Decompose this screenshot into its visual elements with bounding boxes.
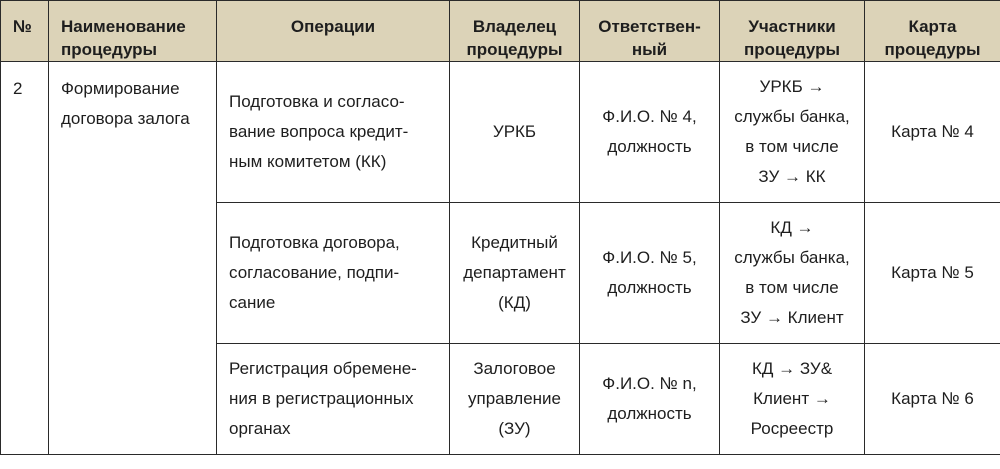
map-cell: Карта № 4 xyxy=(865,62,1000,203)
header-responsible: Ответствен-ный xyxy=(580,1,720,62)
operation-cell: Регистрация обремене- ния в регистрационных органах xyxy=(217,344,450,455)
responsible-cell: Ф.И.О. № 5, должность xyxy=(580,203,720,344)
operation-cell: Подготовка и согласо- вание вопроса кредит- ным комитетом (КК) xyxy=(217,62,450,203)
header-participants: Участники процедуры xyxy=(720,1,865,62)
participants-cell: УРКБ → службы банка, в том числе ЗУ → КК xyxy=(720,62,865,203)
header-row xyxy=(1,1,1000,62)
responsible-cell: Ф.И.О. № 4, должность xyxy=(580,62,720,203)
map-cell: Карта № 5 xyxy=(865,203,1000,344)
participants-cell: КД → ЗУ& Клиент → Росреестр xyxy=(720,344,865,455)
participants-cell: КД → службы банка, в том числе ЗУ → Клиент xyxy=(720,203,865,344)
owner-cell: Кредитный департамент (КД) xyxy=(450,203,580,344)
operation-cell: Подготовка договора, согласование, подпи- сание xyxy=(217,203,450,344)
map-cell: Карта № 6 xyxy=(865,344,1000,455)
owner-cell: УРКБ xyxy=(450,62,580,203)
header-operations: Операции xyxy=(217,1,450,62)
header-number: № xyxy=(1,1,49,62)
header-map: Карта процедуры xyxy=(865,1,1000,62)
owner-cell: Залоговое управление (ЗУ) xyxy=(450,344,580,455)
responsible-cell: Ф.И.О. № n, должность xyxy=(580,344,720,455)
table-row xyxy=(1,62,1000,203)
procedure-name: Формирование договора залога xyxy=(49,62,217,455)
procedure-number: 2 xyxy=(1,62,49,455)
header-owner: Владелец процедуры xyxy=(450,1,580,62)
header-procedure-name: Наименование процедуры xyxy=(49,1,217,62)
